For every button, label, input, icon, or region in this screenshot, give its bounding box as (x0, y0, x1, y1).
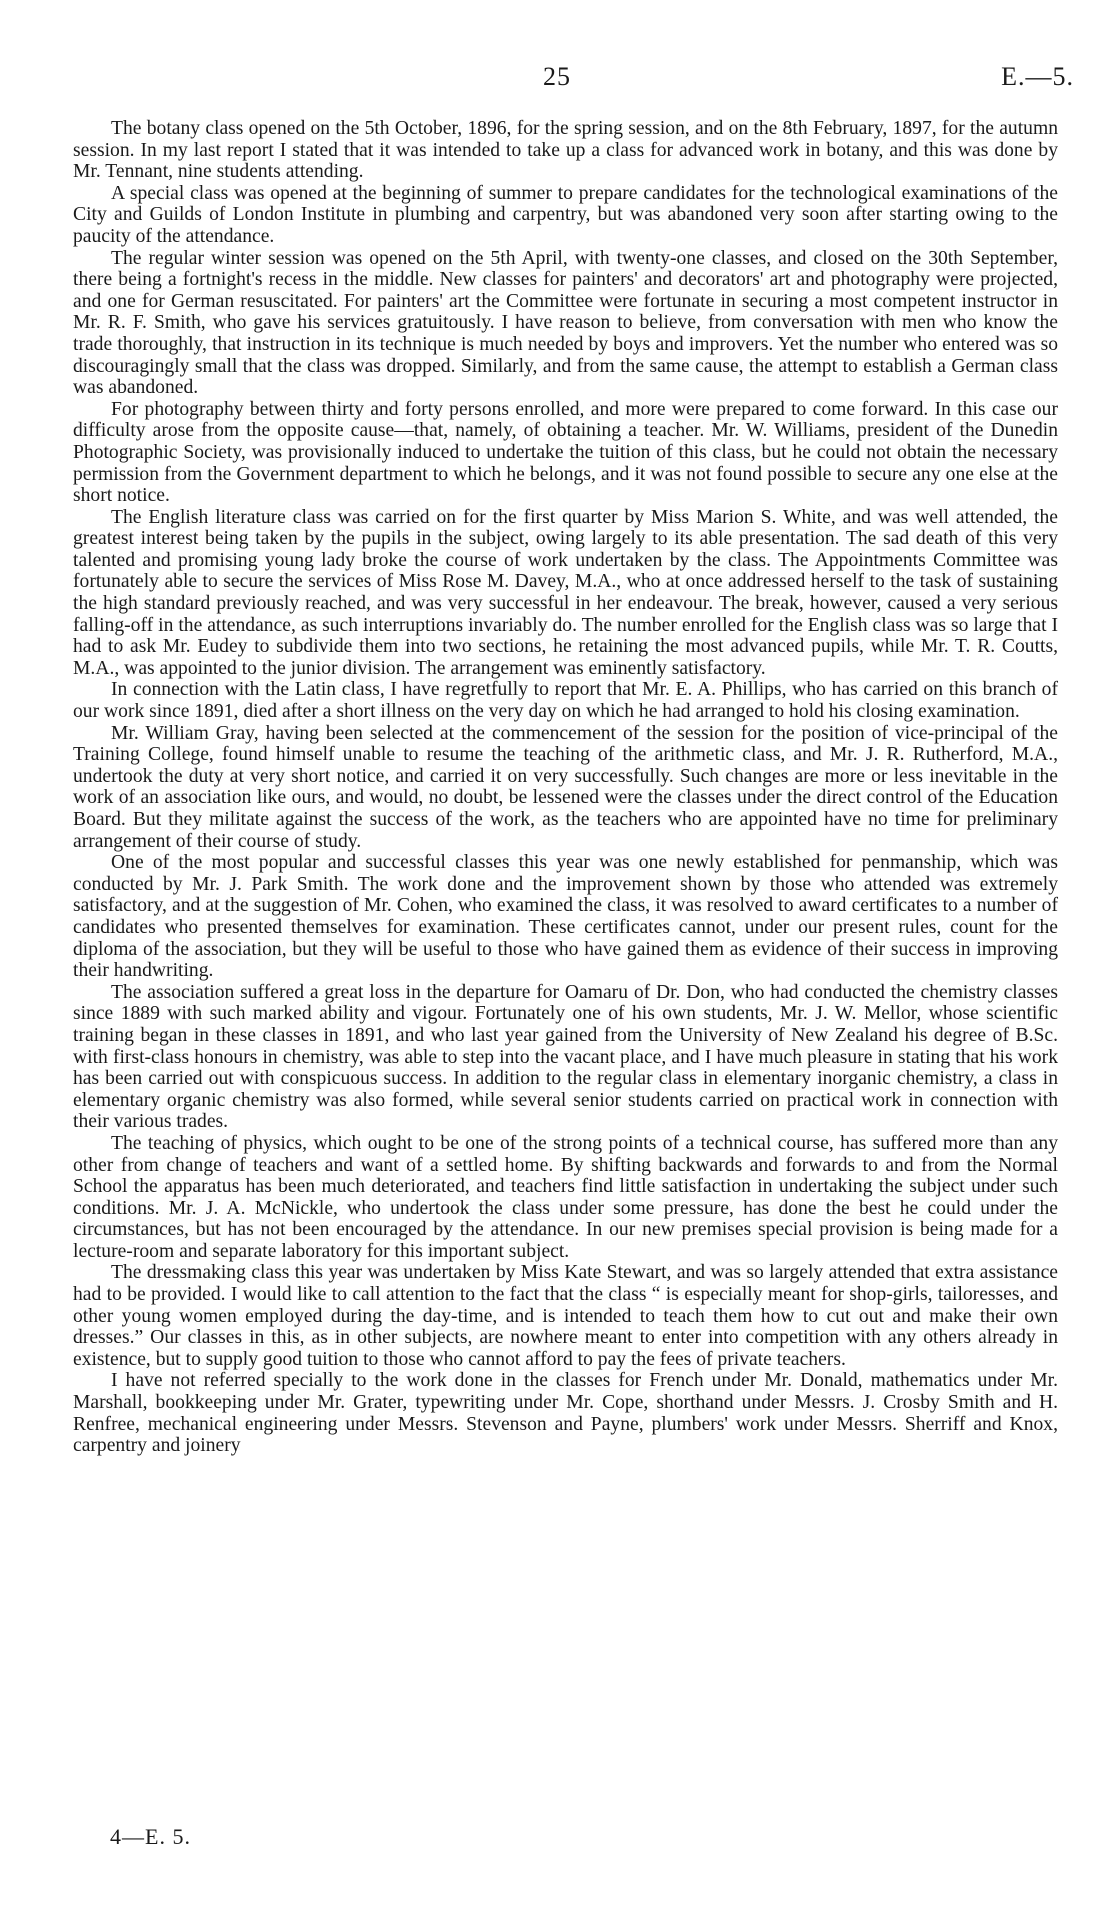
paragraph-latin: In connection with the Latin class, I have regretfully to report that Mr. E. A. Phillips, who has carried on this branch of our work since 1891, died after a short illness on the very day on which he had arranged to hold his closing examination. (73, 679, 1058, 723)
paragraph-chemistry: The association suffered a great loss in the departure for Oamaru of Dr. Don, who had conducted the chemistry classes since 1889 with such marked ability and vigour. Fortunately one of his own students, Mr. J. W. Mellor, whose scientific training began in these classes in 1891, and who last year gained from the University of New Zealand his degree of B.Sc. with first-class honours in chemistry, was able to step into the vacant place, and I have much pleasure in stating that his work has been carried out with conspicuous success. In addition to the regular class in elementary inorganic chemistry, a class in elementary organic chemistry was also formed, while several senior students carried on practical work in connection with their various trades. (73, 981, 1058, 1133)
paragraph-arithmetic: Mr. William Gray, having been selected at the commencement of the session for the position of vice-principal of the Training College, found himself unable to resume the teaching of the arithmetic class, and Mr. J. R. Rutherford, M.A., undertook the duty at very short notice, and carried it on very successfully. Such changes are more or less inevitable in the work of an association like ours, and would, no doubt, be lessened were the classes under the direct control of the Education Board. But they militate against the success of the work, as the teachers who are appointed have no time for preliminary arrangement of their course of study. (73, 722, 1058, 852)
series-code: E.—5. (1001, 62, 1074, 91)
paragraph-botany: The botany class opened on the 5th October, 1896, for the spring session, and on the 8th February, 1897, for the autumn session. In my last report I stated that it was intended to take up a class for advanced work in botany, and this was done by Mr. Tennant, nine students attending. (73, 118, 1058, 183)
paragraph-special-class: A special class was opened at the beginning of summer to prepare candidates for the technological examinations of the City and Guilds of London Institute in plumbing and carpentry, but was abandoned very soon after starting owing to the paucity of the attendance. (73, 182, 1058, 247)
paragraph-other-classes: I have not referred specially to the work done in the classes for French under Mr. Donald, mathematics under Mr. Marshall, bookkeeping under Mr. Grater, typewriting under Mr. Cope, shorthand under Messrs. J. Crosby Smith and H. Renfree, mechanical engineering under Messrs. Stevenson and Payne, plumbers' work under Messrs. Sherriff and Knox, carpentry and joinery (73, 1370, 1058, 1457)
paragraph-physics: The teaching of physics, which ought to be one of the strong points of a technical course, has suffered more than any other from change of teachers and want of a settled home. By shifting backwards and forwards to and from the Normal School the apparatus has been much deteriorated, and teachers find little satisfaction in undertaking the subject under such conditions. Mr. J. A. McNickle, who undertook the class under some pressure, has done the best he could under the circumstances, but has not been encouraged by the attendance. In our new premises special provision is being made for a lecture-room and separate laboratory for this important subject. (73, 1132, 1058, 1262)
paragraph-photography: For photography between thirty and forty persons enrolled, and more were prepared to come forward. In this case our difficulty arose from the opposite cause—that, namely, of obtaining a teacher. Mr. W. Williams, president of the Dunedin Photographic Society, was provisionally induced to undertake the tuition of this class, but he could not obtain the necessary permission from the Government department to which he belongs, and it was not found possible to secure any one else at the short notice. (73, 398, 1058, 507)
body-text (73, 118, 1058, 1457)
paragraph-english-literature: The English literature class was carried on for the first quarter by Miss Marion S. White, and was well attended, the greatest interest being taken by the pupils in the subject, owing largely to its able presentation. The sad death of this very talented and promising young lady broke the course of work undertaken by the class. The Appointments Committee was fortunately able to secure the services of Miss Rose M. Davey, M.A., who at once addressed herself to the task of sustaining the high standard previously reached, and was very successful in her endeavour. The break, however, caused a very serious falling-off in the attendance, as such interruptions invariably do. The number enrolled for the English class was so large that I had to ask Mr. Eudey to subdivide them into two sections, he retaining the most advanced pupils, while Mr. T. R. Coutts, M.A., was appointed to the junior division. The arrangement was eminently satisfactory. (73, 506, 1058, 679)
paragraph-dressmaking: The dressmaking class this year was undertaken by Miss Kate Stewart, and was so largely attended that extra assistance had to be provided. I would like to call attention to the fact that the class “ is especially meant for shop-girls, tailoresses, and other young women employed during the day-time, and is intended to teach them how to cut out and make their own dresses.” Our classes in this, as in other subjects, are nowhere meant to enter into competition with any others already in existence, but to supply good tuition to those who cannot afford to pay the fees of private teachers. (73, 1262, 1058, 1370)
paragraph-penmanship: One of the most popular and successful classes this year was one newly established for penmanship, which was conducted by Mr. J. Park Smith. The work done and the improvement shown by those who attended was extremely satisfactory, and at the suggestion of Mr. Cohen, who examined the class, it was resolved to award certificates to a number of candidates who presented themselves for examination. These certificates cannot, under our present rules, count for the diploma of the association, but they will be useful to those who have gained them as evidence of their success in improving their handwriting. (73, 852, 1058, 982)
signature-mark: 4—E. 5. (110, 1824, 191, 1849)
page-number: 25 (543, 62, 571, 91)
paragraph-winter-session: The regular winter session was opened on the 5th April, with twenty-one classes, and closed on the 30th September, there being a fortnight's recess in the middle. New classes for painters' and decorators' art and photography were projected, and one for German resuscitated. For painters' art the Committee were fortunate in securing a most competent instructor in Mr. R. F. Smith, who gave his services gratuitously. I have reason to believe, from conversation with men who know the trade thoroughly, that instruction in its technique is much needed by boys and improvers. Yet the number who entered was so discouragingly small that the class was dropped. Similarly, and from the same cause, the attempt to establish a German class was abandoned. (73, 247, 1058, 399)
